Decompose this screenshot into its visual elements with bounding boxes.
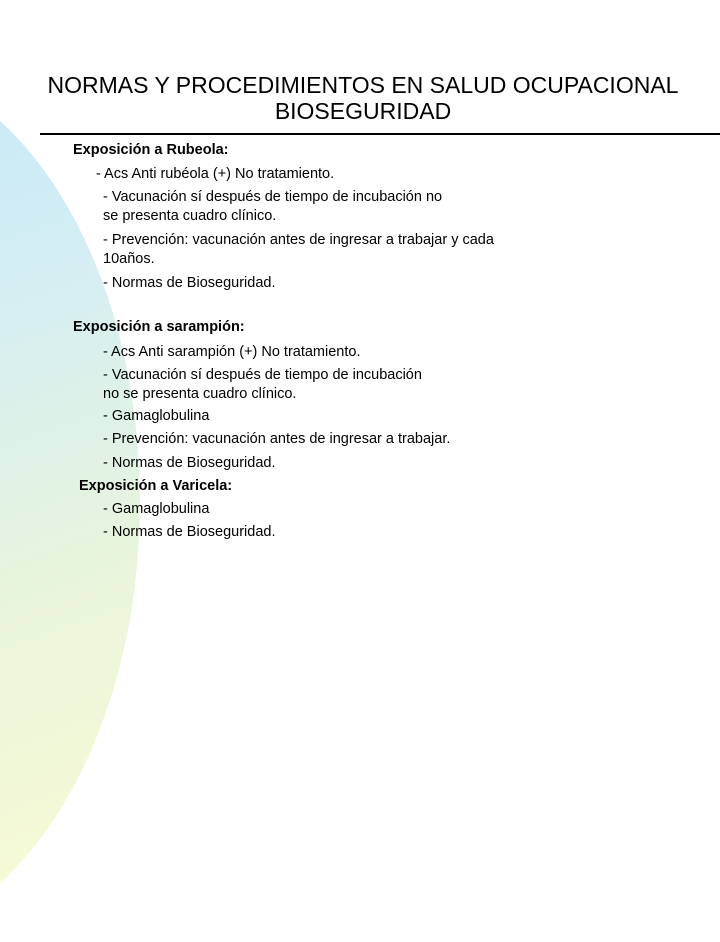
list-item: - Vacunación sí después de tiempo de incubación no: [103, 189, 443, 205]
section-heading-sarampion: Exposición a sarampión:: [73, 319, 245, 335]
list-item: - Acs Anti rubéola (+) No tratamiento.: [96, 166, 335, 182]
section-heading-rubeola: Exposición a Rubeola:: [73, 142, 229, 158]
list-item: - Normas de Bioseguridad.: [103, 275, 276, 291]
section-heading-varicela: Exposición a Varicela:: [79, 478, 233, 494]
list-item: se presenta cuadro clínico.: [103, 208, 277, 224]
list-item: - Normas de Bioseguridad.: [103, 455, 276, 471]
list-item: - Prevención: vacunación antes de ingresar a trabajar y cada: [103, 232, 494, 248]
title-line-2: BIOSEGURIDAD: [274, 98, 452, 124]
list-item: - Prevención: vacunación antes de ingresar a trabajar.: [103, 431, 451, 447]
list-item: 10años.: [103, 251, 155, 267]
list-item: - Gamaglobulina: [103, 501, 210, 517]
list-item: - Normas de Bioseguridad.: [103, 524, 276, 540]
list-item: - Acs Anti sarampión (+) No tratamiento.: [103, 344, 361, 360]
title-line-1: NORMAS Y PROCEDIMIENTOS EN SALUD OCUPACIONAL: [47, 72, 679, 98]
list-item: - Gamaglobulina: [103, 408, 210, 424]
list-item: - Vacunación sí después de tiempo de incubación: [103, 367, 422, 383]
list-item: no se presenta cuadro clínico.: [103, 386, 297, 402]
